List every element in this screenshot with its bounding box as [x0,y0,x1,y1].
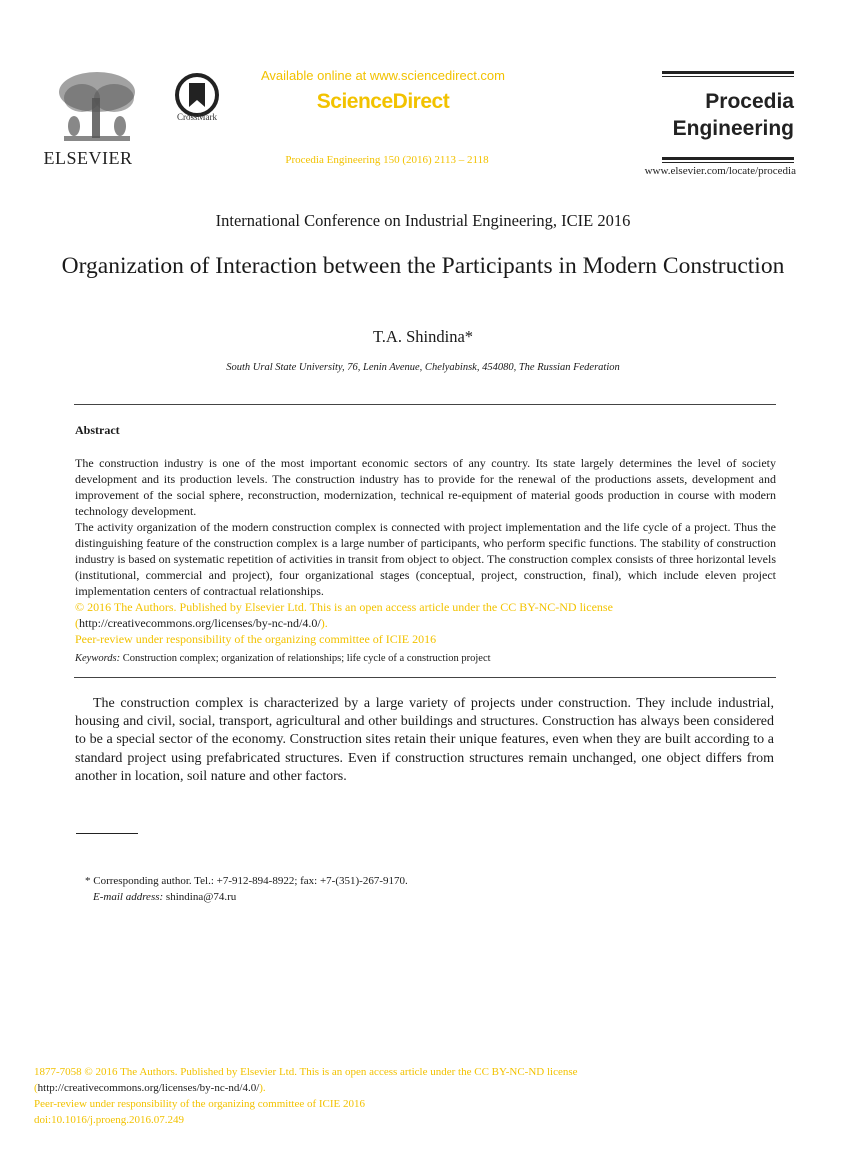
footer-url-close: ). [259,1082,266,1094]
abstract-top-rule [74,404,776,405]
license-url-open: ( [75,616,79,630]
journal-url[interactable]: www.elsevier.com/locate/procedia [644,165,796,177]
body-paragraph-1: The construction complex is characterized by a large variety of projects under construction. They include industrial, housing and civil, social, transport, agricultural and other buildings and structures. Construction has always been considered to be a special sector of the economy. Construction sites retain their unique features, even when they are built according to a standard project using prefabricated structures. Even if construction structures remain unchanged, one object differs from another in location, soil nature and other factors. [75,696,774,784]
peer-review-statement: Peer-review under responsibility of the organizing committee of ICIE 2016 [75,632,437,646]
footnote-rule [76,833,138,834]
footnote-email[interactable]: shindina@74.ru [163,891,237,903]
elsevier-wordmark: ELSEVIER [43,148,133,168]
license-url-close: ). [320,616,328,630]
available-online-text[interactable]: Available online at www.sciencedirect.com [261,68,505,83]
journal-name-line2: Engineering [672,117,794,140]
journal-name-line1: Procedia [705,90,794,113]
abstract-body [75,455,776,647]
footnote-contact: * Corresponding author. Tel.: +7-912-894-8922; fax: +7-(351)-267-9170. [85,875,408,887]
keywords [75,653,776,664]
footnote-email-line [85,889,408,905]
license-statement: © 2016 The Authors. Published by Elsevier Ltd. This is an open access article under the CC BY-NC-ND license [75,600,613,614]
footer-license-url[interactable]: http://creativecommons.org/licenses/by-nc-nd/4.0/ [37,1082,260,1094]
page-footer [34,1064,754,1128]
footer-url-line [34,1080,754,1096]
keywords-list: Construction complex; organization of relationships; life cycle of a construction project [120,653,491,664]
license-url-line [75,615,776,631]
journal-rule-top-thin [662,76,794,77]
footer-url-open: ( [34,1082,38,1094]
abstract-paragraph-1: The construction industry is one of the most important economic sectors of any country. Its state largely determines the level of society development and its production levels. The construction industry has to provide for the renewal of the productions assets, development and improvement of the social sphere, reconstruction, modernization, technical re-equipment of material goods production in course with modern technology development. [75,456,776,518]
journal-rule-top [662,71,794,74]
footer-peer-review: Peer-review under responsibility of the organizing committee of ICIE 2016 [34,1098,366,1110]
abstract-paragraph-2: The activity organization of the modern construction complex is connected with project implementation and the life cycle of a project. Thus the distinguishing feature of the construction complex is a large number of participants, who perform specific functions. The stability of construction industry is based on systematic repetition of activities in transit from object to object. The construction complex consists of three horizontal levels (institutional, commercial and project), four organizational stages (conceptual, project, construction, final), which include eleven project implementation centers of contractual relationships. [75,520,776,598]
footnote-email-label: E-mail address: [93,891,164,903]
crossmark-icon[interactable] [175,73,219,117]
keywords-label: Keywords: [75,653,121,664]
license-url-link[interactable]: http://creativecommons.org/licenses/by-nc-nd/4.0/ [79,616,321,630]
journal-name [662,88,794,142]
journal-reference: Procedia Engineering 150 (2016) 2113 – 2118 [285,154,489,166]
paper-title: Organization of Interaction between the Participants in Modern Construction [61,253,785,279]
conference-name: International Conference on Industrial Engineering, ICIE 2016 [215,211,631,230]
sciencedirect-logo[interactable]: ScienceDirect [316,90,450,113]
journal-rule-bottom-thin [662,162,794,163]
journal-rule-bottom [662,157,794,160]
abstract-bottom-rule [74,677,776,678]
footer-doi[interactable]: doi:10.1016/j.proeng.2016.07.249 [34,1114,185,1126]
corresponding-author-footnote [85,873,408,905]
author-name: T.A. Shindina* [372,327,474,346]
footer-issn-license: 1877-7058 © 2016 The Authors. Published by Elsevier Ltd. This is an open access article under the CC BY-NC-ND license [34,1066,578,1078]
abstract-heading: Abstract [75,423,120,437]
author-affiliation: South Ural State University, 76, Lenin Avenue, Chelyabinsk, 454080, The Russian Federation [226,362,620,373]
crossmark-label: CrossMark [177,112,217,122]
